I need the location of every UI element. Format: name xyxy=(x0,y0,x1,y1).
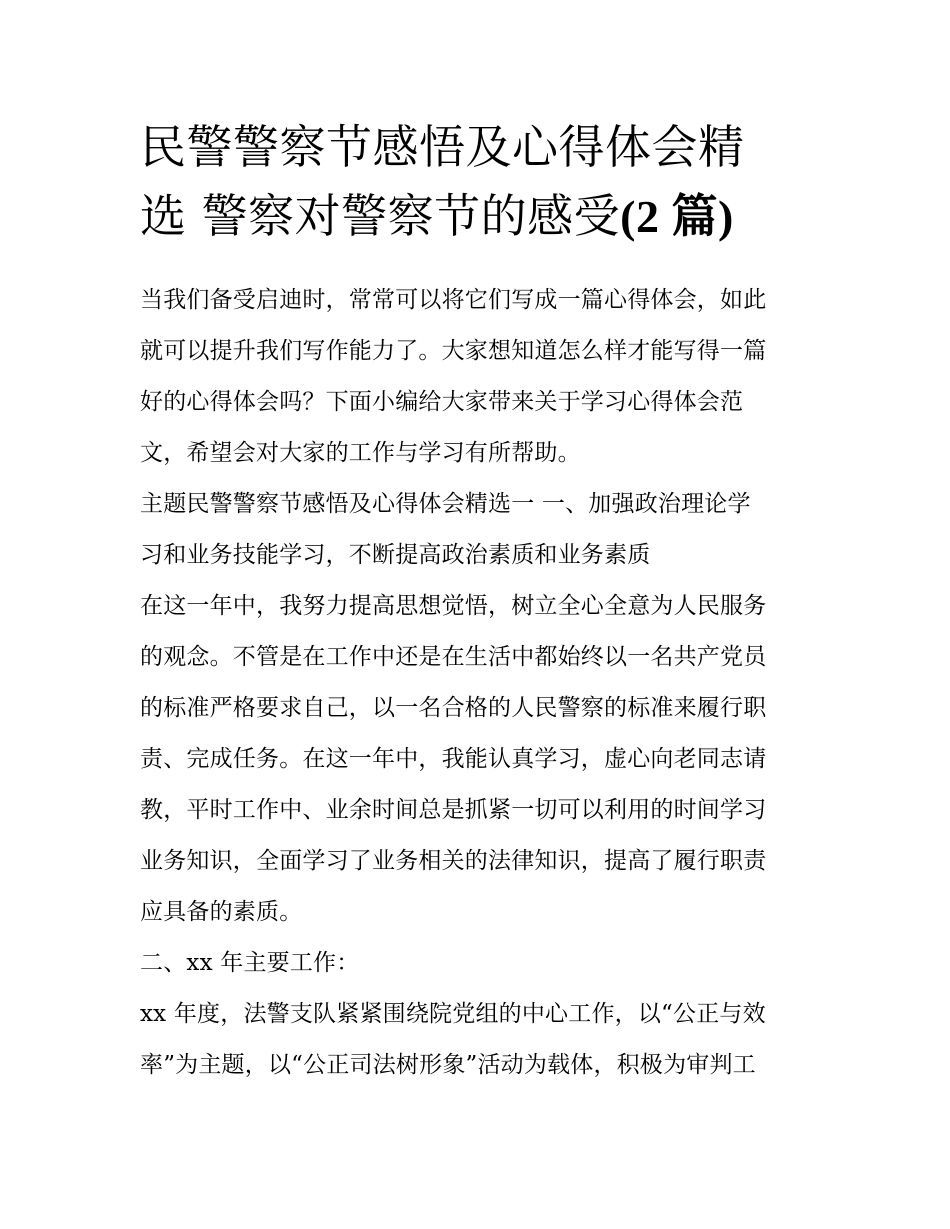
text-line: 习和业务技能学习，不断提高政治素质和业务素质 xyxy=(140,542,651,568)
text-line: 二、xx 年主要工作： xyxy=(140,950,360,976)
text-line: 当我们备受启迪时，常常可以将它们写成一篇心得体会，如此 xyxy=(140,287,767,313)
body-paragraph xyxy=(140,989,820,1091)
text-line: 应具备的素质。 xyxy=(140,899,303,925)
text-line: 主题民警警察节感悟及心得体会精选一 一、加强政治理论学 xyxy=(140,491,751,517)
subsection-heading xyxy=(140,938,820,989)
text-line: 文，希望会对大家的工作与学习有所帮助。 xyxy=(140,440,581,466)
intro-paragraph xyxy=(140,275,820,479)
text-line: 好的心得体会吗？下面小编给大家带来关于学习心得体会范 xyxy=(140,389,744,415)
text-line: 教，平时工作中、业余时间总是抓紧一切可以利用的时间学习 xyxy=(140,797,767,823)
title-count: (2 篇) xyxy=(620,191,734,242)
text-line: 率”为主题，以“公正司法树形象”活动为载体，积极为审判工 xyxy=(140,1052,756,1078)
text-line: 责、完成任务。在这一年中，我能认真学习，虚心向老同志请 xyxy=(140,746,767,772)
text-line: 的观念。不管是在工作中还是在生活中都始终以一名共产党员 xyxy=(140,644,767,670)
title-line-1: 民警警察节感悟及心得体会精 xyxy=(140,120,745,174)
text-line: xx 年度，法警支队紧紧围绕院党组的中心工作，以“公正与效 xyxy=(140,1001,766,1027)
document-title xyxy=(140,113,820,251)
text-line: 就可以提升我们写作能力了。大家想知道怎么样才能写得一篇 xyxy=(140,338,767,364)
title-line-2: 选 警察对警察节的感受 xyxy=(140,189,621,243)
text-line: 在这一年中，我努力提高思想觉悟，树立全心全意为人民服务 xyxy=(140,593,767,619)
body-paragraph xyxy=(140,581,820,938)
document-body xyxy=(140,275,820,1091)
section-heading-paragraph xyxy=(140,479,820,581)
text-line: 的标准严格要求自己，以一名合格的人民警察的标准来履行职 xyxy=(140,695,767,721)
text-line: 业务知识，全面学习了业务相关的法律知识，提高了履行职责 xyxy=(140,848,767,874)
